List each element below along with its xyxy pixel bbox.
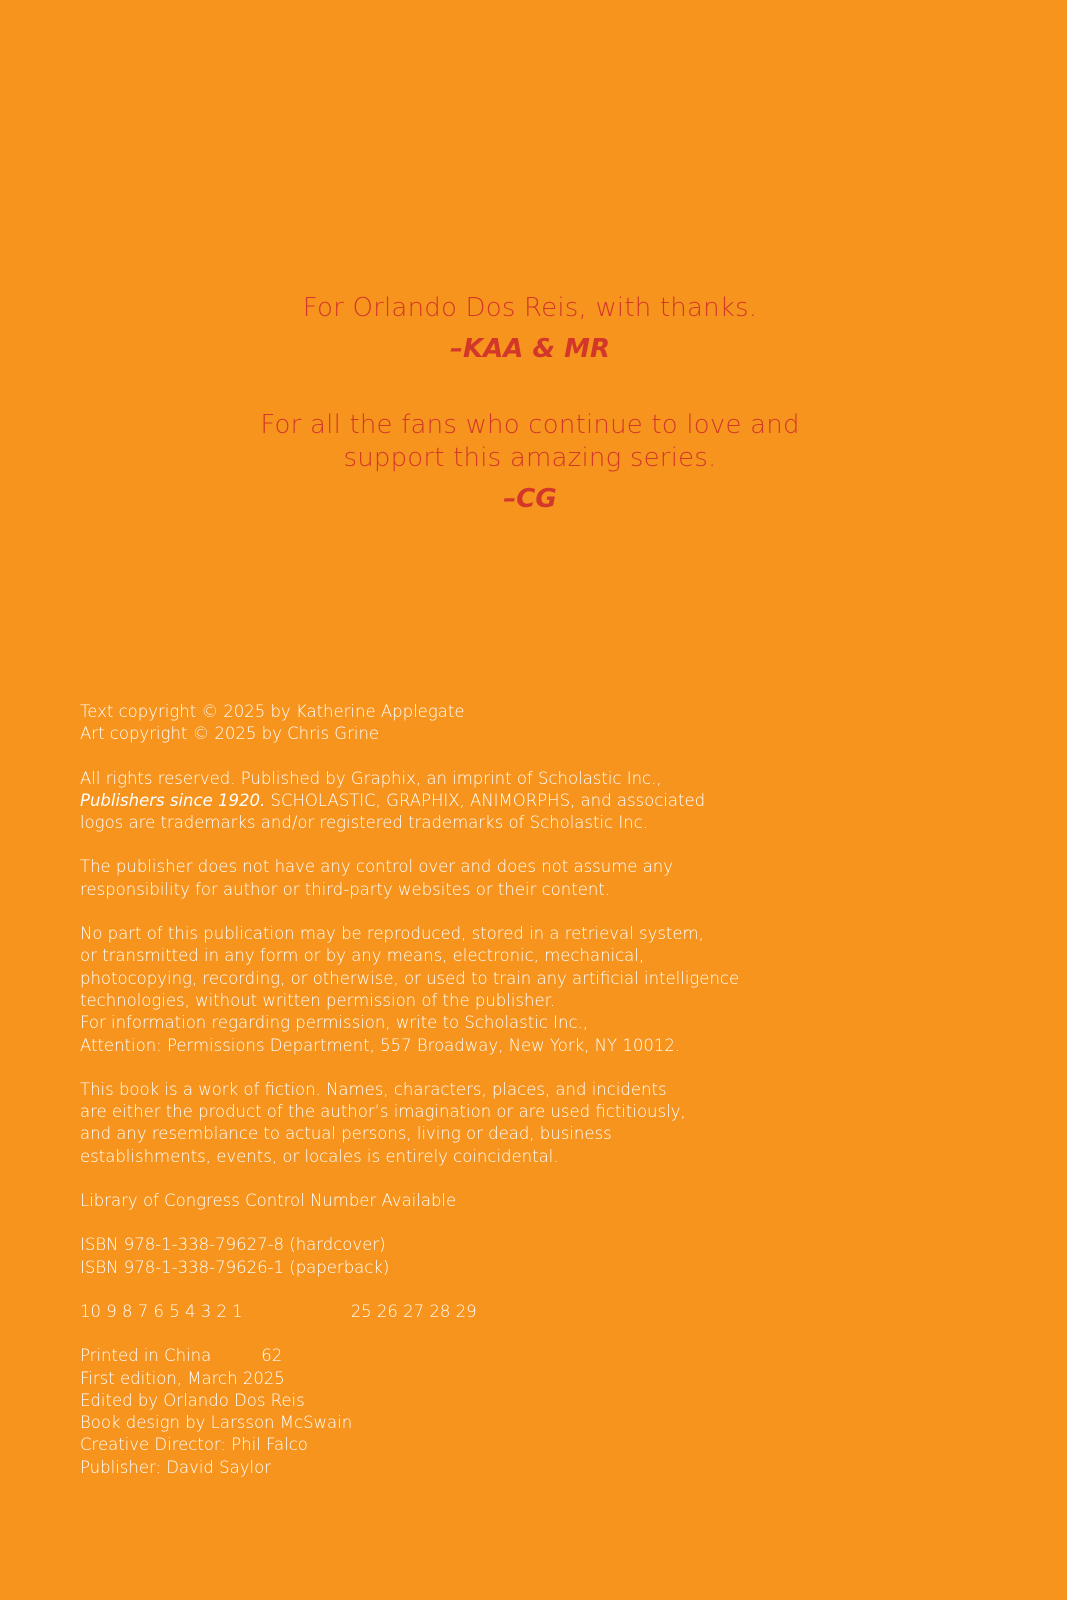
publishers-since: Publishers since 1920. — [80, 790, 266, 810]
loc-line: Library of Congress Control Number Available — [80, 1191, 457, 1211]
reproduction-line: technologies, without written permission of the publisher. — [80, 990, 556, 1010]
printer-code: 62 — [261, 1346, 283, 1366]
art-copyright: Art copyright © 2025 by Chris Grine — [80, 724, 380, 744]
dedication-signature: –KAA & MR — [449, 334, 611, 364]
dedications — [0, 292, 1060, 515]
copyright-page — [80, 701, 780, 1479]
publisher-credit: Publisher: David Saylor — [80, 1457, 271, 1477]
publisher-note-line: responsibility for author or third-party websites or their content. — [80, 879, 611, 899]
publisher-note — [80, 856, 780, 901]
reproduction-line: No part of this publication may be reproduced, stored in a retrieval system, — [80, 924, 704, 944]
rights-reserved — [80, 768, 780, 835]
fiction-disclaimer — [80, 1079, 780, 1168]
reproduction-line: For information regarding permission, write to Scholastic Inc., — [80, 1013, 589, 1033]
trademarks-text: SCHOLASTIC, GRAPHIX, ANIMORPHS, and associated — [265, 790, 706, 810]
printing-years: 25 26 27 28 29 — [350, 1301, 477, 1321]
fiction-line: establishments, events, or locales is entirely coincidental. — [80, 1146, 559, 1166]
printing-numbers: 10 9 8 7 6 5 4 3 2 1 — [80, 1301, 243, 1321]
rights-line — [80, 790, 780, 812]
publisher-note-line: The publisher does not have any control over and does not assume any — [80, 857, 674, 877]
fiction-line: are either the product of the author’s imagination or are used fictitiously, — [80, 1102, 686, 1122]
isbn-paperback: ISBN 978-1-338-79626-1 (paperback) — [80, 1257, 390, 1277]
fiction-line: This book is a work of fiction. Names, characters, places, and incidents — [80, 1079, 667, 1099]
printing-line — [80, 1301, 780, 1323]
isbn-hardcover: ISBN 978-1-338-79627-8 (hardcover) — [80, 1235, 386, 1255]
dedication-signature: –CG — [503, 484, 557, 514]
reproduction-line: Attention: Permissions Department, 557 Broadway, New York, NY 10012. — [80, 1035, 681, 1055]
text-copyright: Text copyright © 2025 by Katherine Applegate — [80, 702, 465, 721]
reproduction-notice — [80, 923, 780, 1057]
design-credit: Book design by Larsson McSwain — [80, 1413, 353, 1433]
production-credits — [80, 1345, 780, 1479]
creative-director-credit: Creative Director: Phil Falco — [80, 1435, 308, 1455]
printed-in: Printed in China — [80, 1346, 212, 1366]
dedication-block-1 — [0, 292, 1060, 365]
copyright-credits — [80, 701, 780, 746]
dedication-text: For all the fans who continue to love and — [260, 410, 800, 440]
library-of-congress — [80, 1190, 780, 1212]
reproduction-line: or transmitted in any form or by any means, electronic, mechanical, — [80, 946, 645, 966]
dedication-text: support this amazing series. — [343, 443, 717, 473]
edition: First edition, March 2025 — [80, 1368, 285, 1388]
editor-credit: Edited by Orlando Dos Reis — [80, 1390, 305, 1410]
printing-numbers-row — [80, 1301, 780, 1323]
rights-line: All rights reserved. Published by Graphix, an imprint of Scholastic Inc., — [80, 768, 662, 788]
isbn-block — [80, 1234, 780, 1279]
dedication-text: For Orlando Dos Reis, with thanks. — [302, 293, 758, 323]
fiction-line: and any resemblance to actual persons, living or dead, business — [80, 1124, 612, 1144]
printed-in-row — [80, 1345, 780, 1367]
rights-line: logos are trademarks and/or registered trademarks of Scholastic Inc. — [80, 813, 648, 833]
reproduction-line: photocopying, recording, or otherwise, or used to train any artificial intelligence — [80, 968, 740, 988]
dedication-block-2 — [0, 409, 1060, 515]
